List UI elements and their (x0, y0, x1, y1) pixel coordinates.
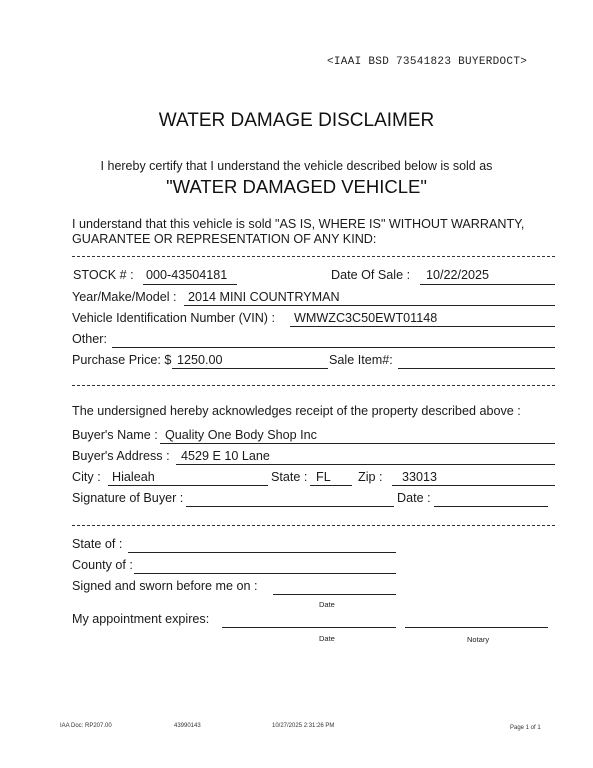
footer-doc-id: IAA Doc: RP207.00 (60, 723, 112, 729)
state-label: State : (271, 470, 308, 484)
dashed-divider-2 (72, 385, 555, 386)
header-code: <IAAI BSD 73541823 BUYERDOCT> (327, 56, 528, 68)
city-line (108, 485, 268, 486)
buyer-address-line (176, 464, 555, 465)
other-label: Other: (72, 332, 107, 346)
zip-value: 33013 (402, 470, 438, 484)
date-of-sale-label: Date Of Sale : (331, 268, 411, 282)
ymm-label: Year/Make/Model : (72, 290, 177, 304)
county-of-line (134, 573, 396, 574)
state-line (310, 485, 352, 486)
sale-item-label: Sale Item#: (329, 353, 393, 367)
buyer-address-label: Buyer's Address : (72, 449, 170, 463)
notary-line (405, 627, 548, 628)
zip-label: Zip : (358, 470, 383, 484)
stock-line (143, 284, 237, 285)
as-is-line-1: I understand that this vehicle is sold "AS IS, WHERE IS" WITHOUT WARRANTY, (72, 217, 525, 231)
sale-item-line (398, 368, 555, 369)
buyer-name-line (160, 443, 555, 444)
signature-line (186, 506, 394, 507)
state-of-label: State of : (72, 537, 123, 551)
county-of-label: County of : (72, 558, 133, 572)
vin-label: Vehicle Identification Number (VIN) : (72, 311, 275, 325)
state-value: FL (316, 470, 331, 484)
buyer-date-label: Date : (397, 491, 431, 505)
footer-timestamp: 10/27/2025 2:31:26 PM (272, 723, 335, 729)
appointment-label: My appointment expires: (72, 612, 210, 626)
appointment-date-caption: Date (319, 634, 335, 643)
other-line (112, 347, 555, 348)
city-label: City : (72, 470, 101, 484)
zip-line (392, 485, 555, 486)
date-of-sale-value: 10/22/2025 (426, 268, 490, 282)
date-of-sale-line (420, 284, 555, 285)
stock-value: 000-43504181 (146, 268, 228, 282)
vin-value: WMWZC3C50EWT01148 (294, 311, 438, 325)
purchase-price-line (172, 368, 328, 369)
sworn-label: Signed and sworn before me on : (72, 579, 258, 593)
ymm-value: 2014 MINI COUNTRYMAN (188, 290, 340, 304)
buyer-address-value: 4529 E 10 Lane (181, 449, 270, 463)
appointment-line (222, 627, 396, 628)
purchase-price-value: 1250.00 (177, 353, 223, 367)
buyer-name-label: Buyer's Name : (72, 428, 158, 442)
notary-caption: Notary (467, 635, 490, 644)
buyer-date-line (434, 506, 548, 507)
as-is-line-2: GUARANTEE OR REPRESENTATION OF ANY KIND: (72, 232, 377, 246)
footer-page: Page 1 of 1 (510, 725, 541, 731)
buyer-name-value: Quality One Body Shop Inc (165, 428, 317, 442)
city-value: Hialeah (112, 470, 155, 484)
acknowledge-text: The undersigned hereby acknowledges receipt of the property described above : (72, 404, 521, 418)
stock-label: STOCK # : (73, 268, 134, 282)
sworn-line (273, 594, 396, 595)
water-damaged-heading: "WATER DAMAGED VEHICLE" (166, 176, 427, 197)
footer-stock: 43990143 (174, 723, 201, 729)
purchase-price-label: Purchase Price: $ (72, 353, 172, 367)
dashed-divider-1 (72, 256, 555, 257)
ymm-line (184, 305, 555, 306)
certify-text: I hereby certify that I understand the vehicle described below is sold as (100, 159, 493, 173)
sworn-date-caption: Date (319, 600, 335, 609)
document-title: WATER DAMAGE DISCLAIMER (158, 110, 435, 131)
state-of-line (128, 552, 396, 553)
signature-of-buyer-label: Signature of Buyer : (72, 491, 184, 505)
dashed-divider-3 (72, 525, 555, 526)
vin-line (290, 326, 555, 327)
